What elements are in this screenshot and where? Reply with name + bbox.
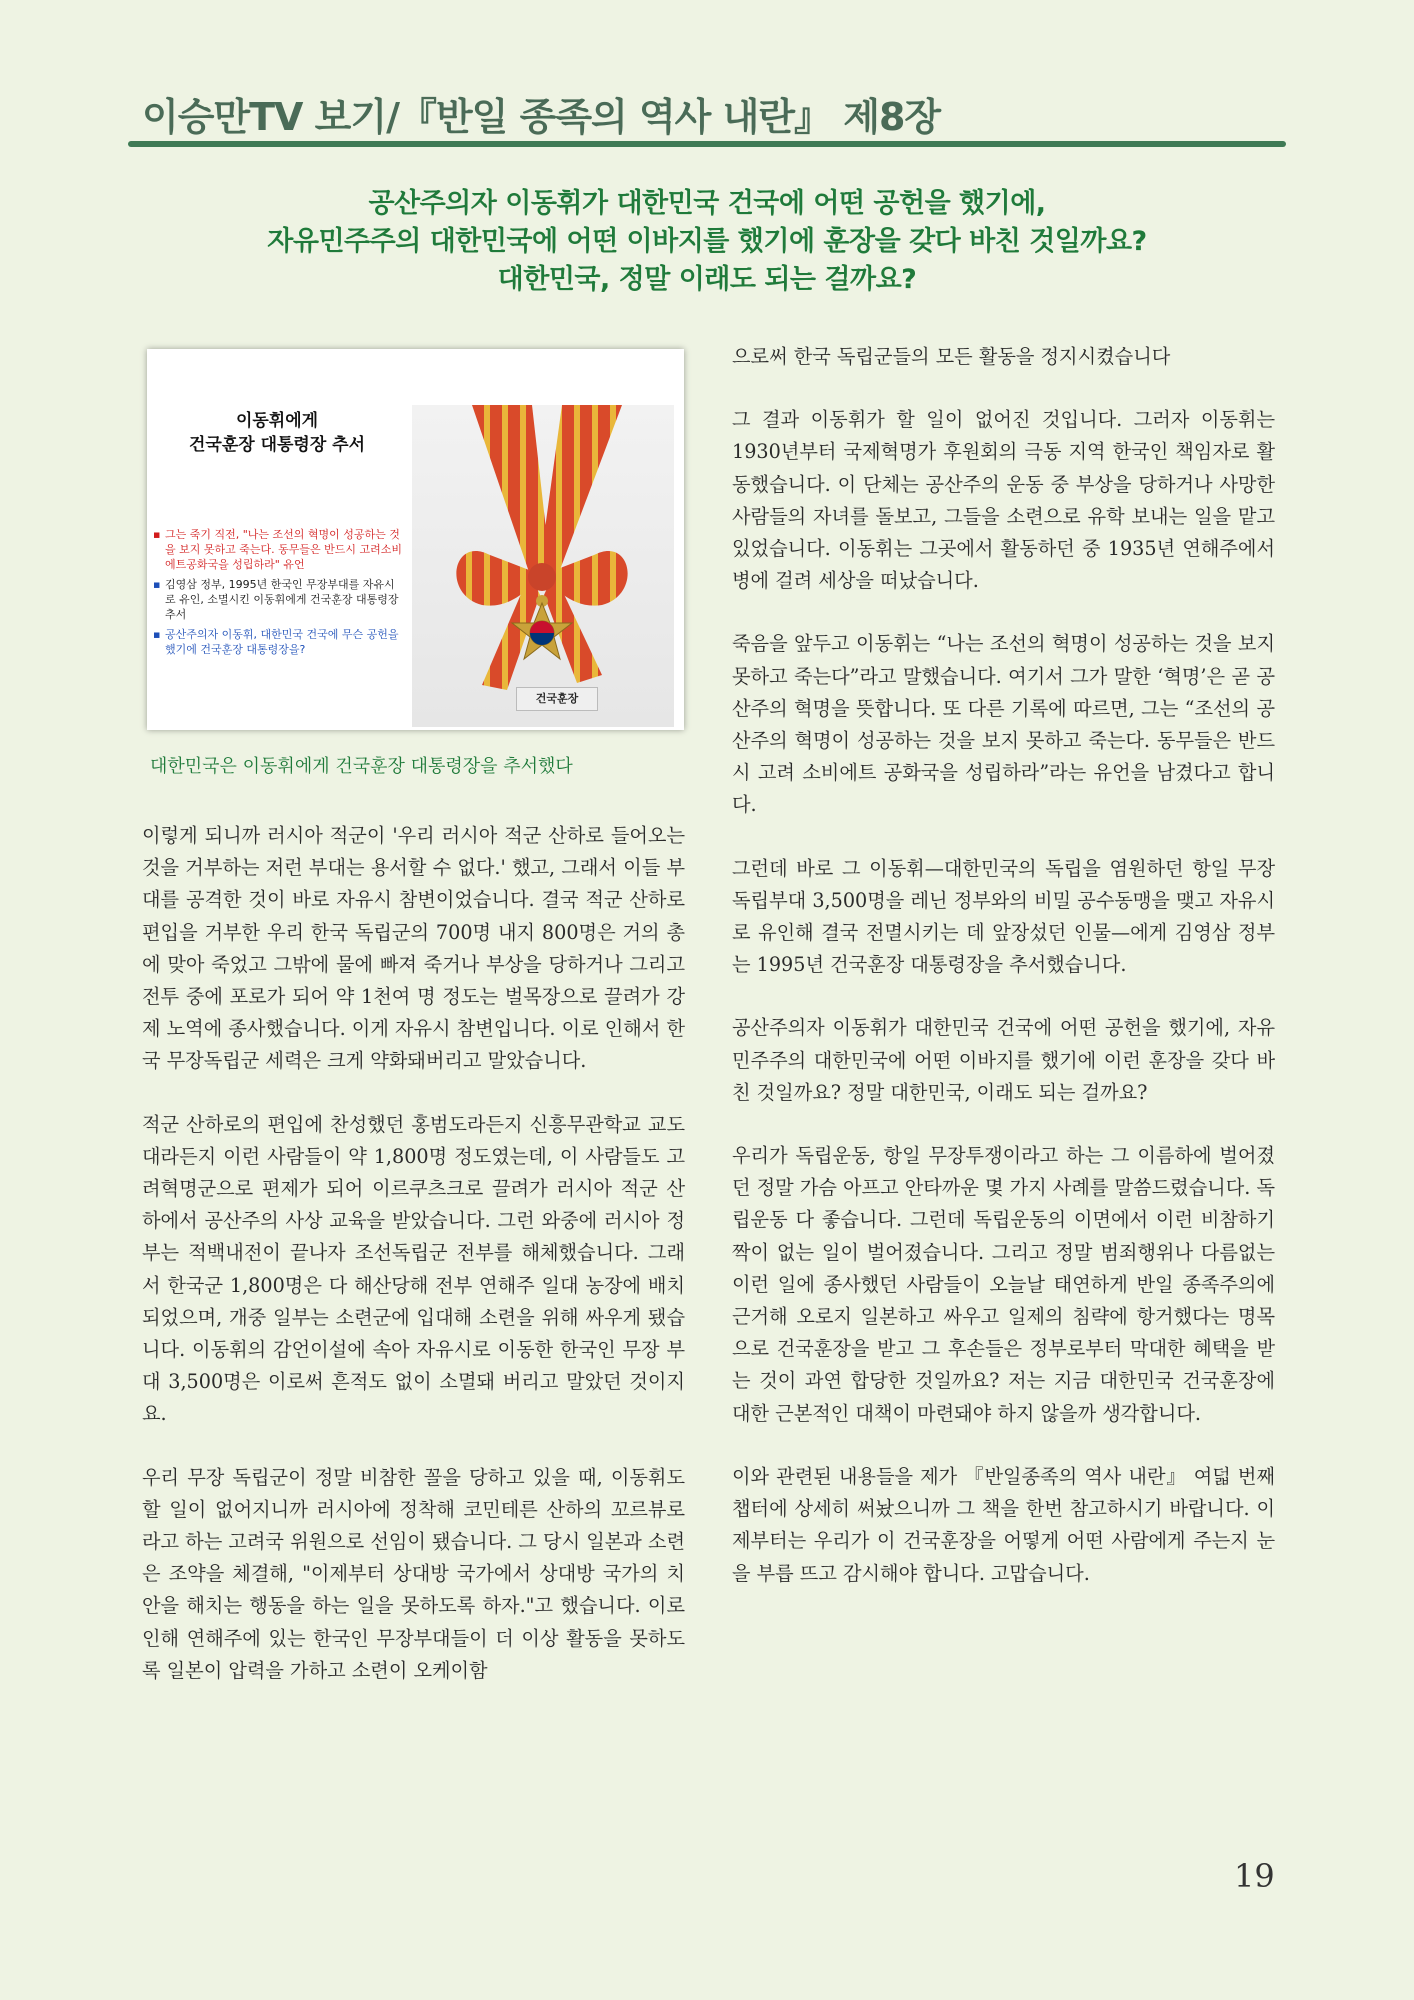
- figure-title-line-2: 건국훈장 대통령장 추서: [188, 435, 366, 455]
- left-column: [142, 820, 685, 1718]
- figure-bullet-item: ▪ 공산주의자 이동휘, 대한민국 건국에 무슨 공헌을 했기에 건국훈장 대통령장을?: [153, 627, 403, 657]
- headline-line-1: 공산주의자 이동휘가 대한민국 건국에 어떤 공헌을 했기에,: [368, 188, 1046, 219]
- paragraph: 우리가 독립운동, 항일 무장투쟁이라고 하는 그 이름하에 벌어졌던 정말 가슴 아프고 안타까운 몇 가지 사례를 말씀드렸습니다. 독립운동 다 좋습니다. 그런데 독립운동의 이면에서 이런 비참하기 짝이 없는 일이 벌어졌습니다. 그리고 정말 범죄행위나 다름없는 이런 일에 종사했던 사람들이 오늘날 태연하게 반일 종족주의에 근거해 오로지 일본하고 싸우고 일제의 침략에 항거했다는 명목으로 건국훈장을 받고 그 후손들은 정부로부터 막대한 혜택을 받는 것이 과연 합당한 것일까요? 저는 지금 대한민국 건국훈장에 대한 근본적인 대책이 마련돼야 하지 않을까 생각합니다.: [732, 1144, 1275, 1425]
- paragraph: 공산주의자 이동휘가 대한민국 건국에 어떤 공헌을 했기에, 자유민주주의 대한민국에 어떤 이바지를 했기에 이런 훈장을 갖다 바친 것일까요? 정말 대한민국, 이래도 되는 걸까요?: [732, 1016, 1275, 1104]
- medal-icon: [412, 405, 674, 727]
- paragraph: 적군 산하로의 편입에 찬성했던 홍범도라든지 신흥무관학교 교도대라든지 이런 사람들이 약 1,800명 정도였는데, 이 사람들도 고려혁명군으로 편제가 되어 이르쿠츠크로 끌려가 러시아 적군 산하에서 공산주의 사상 교육을 받았습니다. 그런 와중에 러시아 정부는 적백내전이 끝나자 조선독립군 전부를 해체했습니다. 그래서 한국군 1,800명은 다 해산당해 전부 연해주 일대 농장에 배치되었으며, 개중 일부는 소련군에 입대해 소련을 위해 싸우게 됐습니다. 이동휘의 감언이설에 속아 자유시로 이동한 한국인 무장 부대 3,500명은 이로써 흔적도 없이 소멸돼 버리고 말았던 것이지요.: [142, 1112, 685, 1426]
- page-header-title: 이승만TV 보기/『반일 종족의 역사 내란』 제8장: [142, 95, 941, 139]
- medal-photo: [412, 405, 674, 727]
- figure-bullet-item: ▪ 그는 죽기 직전, "나는 조선의 혁명이 성공하는 것을 보지 못하고 죽는다. 동무들은 반드시 고려소비에트공화국을 성립하라" 유언: [153, 527, 403, 572]
- page-number: 19: [1234, 1857, 1275, 1895]
- paragraph: 우리 무장 독립군이 정말 비참한 꼴을 당하고 있을 때, 이동휘도 할 일이 없어지니까 러시아에 정착해 코민테른 산하의 꼬르뷰로라고 하는 고려국 위원으로 선임이 됐습니다. 그 당시 일본과 소련은 조약을 체결해, "이제부터 상대방 국가에서 상대방 국가의 치안을 해치는 행동을 하는 일을 못하도록 하자."고 했습니다. 이로 인해 연해주에 있는 한국인 무장부대들이 더 이상 활동을 못하도록 일본이 압력을 가하고 소련이 오케이함: [142, 1465, 685, 1682]
- figure-bullet-list: [153, 527, 403, 662]
- medal-label: 건국훈장: [516, 687, 598, 711]
- figure-title: [147, 409, 407, 457]
- paragraph: 이와 관련된 내용들을 제가 『반일종족의 역사 내란』 여덟 번째 챕터에 상세히 써놨으니까 그 책을 한번 참고하시기 바랍니다. 이제부터는 우리가 이 건국훈장을 어떻게 어떤 사람에게 주는지 눈을 부릅 뜨고 감시해야 합니다. 고맙습니다.: [732, 1464, 1275, 1585]
- figure-bullet-item: ▪ 김영삼 정부, 1995년 한국인 무장부대를 자유시로 유인, 소멸시킨 이동휘에게 건국훈장 대통령장 추서: [153, 577, 403, 622]
- figure-image: [147, 349, 684, 730]
- figure-text-panel: [147, 349, 407, 730]
- headline-line-2: 자유민주주의 대한민국에 어떤 이바지를 했기에 훈장을 갖다 바친 것일까요?: [267, 226, 1147, 257]
- headline-line-3: 대한민국, 정말 이래도 되는 걸까요?: [497, 264, 917, 295]
- figure-title-line-1: 이동휘에게: [235, 411, 319, 431]
- paragraph: 으로써 한국 독립군들의 모든 활동을 정지시켰습니다: [732, 345, 1171, 368]
- right-column: [732, 341, 1275, 1621]
- paragraph: 그 결과 이동휘가 할 일이 없어진 것입니다. 그러자 이동휘는 1930년부터 국제혁명가 후원회의 극동 지역 한국인 책임자로 활동했습니다. 이 단체는 공산주의 운동 중 부상을 당하거나 사망한 사람들의 자녀를 돌보고, 그들을 소련으로 유학 보내는 일을 맡고 있었습니다. 이동휘는 그곳에서 활동하던 중 1935년 연해주에서 병에 걸려 세상을 떠났습니다.: [732, 408, 1275, 593]
- figure-caption: 대한민국은 이동휘에게 건국훈장 대통령장을 추서했다: [150, 756, 573, 777]
- paragraph: 그런데 바로 그 이동휘—대한민국의 독립을 염원하던 항일 무장독립부대 3,500명을 레닌 정부와의 비밀 공수동맹을 맺고 자유시로 유인해 결국 전멸시키는 데 앞장섰던 인물—에게 김영삼 정부는 1995년 건국훈장 대통령장을 추서했습니다.: [732, 856, 1275, 977]
- paragraph: 이렇게 되니까 러시아 적군이 '우리 러시아 적군 산하로 들어오는 것을 거부하는 저런 부대는 용서할 수 없다.' 했고, 그래서 이들 부대를 공격한 것이 바로 자유시 참변이었습니다. 결국 적군 산하로 편입을 거부한 우리 한국 독립군의 700명 내지 800명은 거의 총에 맞아 죽었고 그밖에 물에 빠져 죽거나 부상을 당하거나 그리고 전투 중에 포로가 되어 약 1천여 명 정도는 벌목장으로 끌려가 강제 노역에 종사했습니다. 이게 자유시 참변입니다. 이로 인해서 한국 무장독립군 세력은 크게 약화돼버리고 말았습니다.: [142, 824, 685, 1073]
- paragraph: 죽음을 앞두고 이동휘는 “나는 조선의 혁명이 성공하는 것을 보지 못하고 죽는다”라고 말했습니다. 여기서 그가 말한 ‘혁명’은 곧 공산주의 혁명을 뜻합니다. 또 다른 기록에 따르면, 그는 “조선의 공산주의 혁명이 성공하는 것을 보지 못하고 죽는다. 동무들은 반드시 고려 소비에트 공화국을 성립하라”라는 유언을 남겼다고 합니다.: [732, 632, 1275, 817]
- header-divider: [128, 141, 1286, 147]
- headline: [142, 185, 1272, 299]
